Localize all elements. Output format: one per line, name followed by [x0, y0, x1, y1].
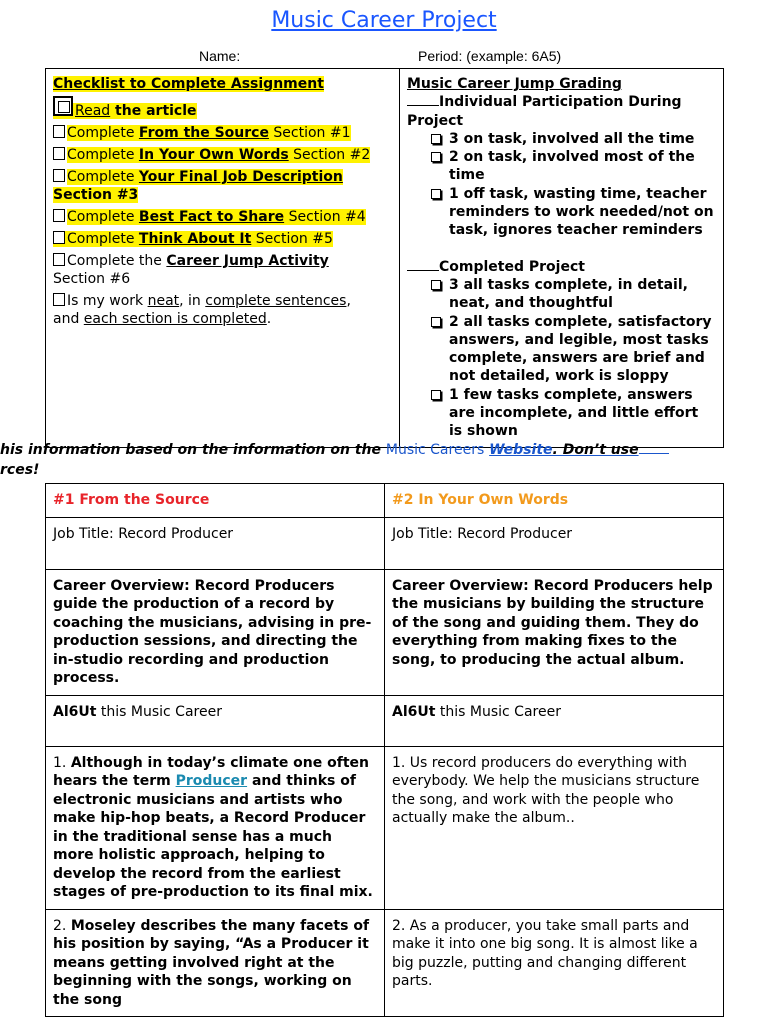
checkbox-item-4[interactable] — [53, 209, 65, 222]
checklist-item-2: Complete In Your Own Words Section #2 — [53, 146, 392, 164]
checkbox-icon — [431, 152, 441, 162]
fact-1-own: 1. Us record producers do everything with everybody. We help the musicians structure the song, and work with the people who actually make the album.. — [385, 746, 724, 909]
fact-2-own: 2. As a producer, you take small parts and make it into one big song. It is almost like a big puzzle, putting and changing different parts. — [385, 909, 724, 1017]
checklist-heading: Checklist to Complete Assignment — [53, 76, 324, 92]
think-about-it-link[interactable]: Think About It — [138, 231, 252, 247]
checkbox-icon — [431, 189, 441, 199]
completed-item: 2 all tasks complete, satisfactory answers, and legible, most tasks complete, answers are brief and not detailed, work is sloppy — [431, 313, 716, 386]
checkbox-read[interactable] — [53, 96, 73, 116]
page-title: Music Career Project — [271, 8, 497, 33]
col-header-own-words: #2 In Your Own Words — [385, 484, 724, 518]
final-job-description-link[interactable]: Your Final Job Description — [138, 169, 343, 185]
grading-cell — [400, 69, 724, 448]
about-career-own: Al6Ut this Music Career — [385, 695, 724, 746]
from-the-source-link[interactable]: From the Source — [138, 125, 269, 141]
checkbox-item-2[interactable] — [53, 147, 65, 160]
music-careers-text: Music Careers — [385, 442, 485, 458]
fact-1-source: 1. Although in today’s climate one often hears the term Producer and thinks of electronic musicians and artists who make hip-hop beats, a Record Producer in the traditional sense has a much more holistic approach, helping to develop the record from the earliest stages of pre-production to its final mix. — [46, 746, 385, 909]
about-career-source: Al6Ut this Music Career — [46, 695, 385, 746]
participation-item: 2 on task, involved most of the time — [431, 148, 716, 185]
grading-heading: Music Career Jump Grading — [407, 76, 622, 92]
job-title-own: Job Title: Record Producer — [385, 517, 724, 569]
read-rest: the article — [110, 103, 197, 119]
checklist-cell — [46, 69, 400, 448]
name-label: Name: — [199, 48, 241, 64]
read-link[interactable]: Read — [75, 103, 111, 119]
completed-heading: Completed Project — [407, 258, 716, 276]
research-table — [45, 483, 724, 1017]
checkbox-icon — [431, 280, 441, 290]
checklist-item-7: Is my work neat, in complete sentences, and each section is completed. — [53, 293, 351, 327]
col-header-from-source: #1 From the Source — [46, 484, 385, 518]
fact-2-source: 2. Moseley describes the many facets of his position by saying, “As a Producer it means getting involved right at the beginning with the songs, working on the song — [46, 909, 385, 1017]
checkbox-item-6[interactable] — [53, 253, 65, 266]
completed-item: 3 all tasks complete, in detail, neat, and thoughtful — [431, 276, 716, 313]
period-label: Period: (example: 6A5) — [418, 48, 562, 64]
checkbox-icon — [431, 317, 441, 327]
overview-source: Career Overview: Record Producers guide the production of a record by coaching the musicians, advising in pre-production sessions, and directing the in-studio recording and production process. — [46, 569, 385, 695]
producer-link[interactable]: Producer — [175, 773, 248, 789]
checkbox-icon — [431, 390, 441, 400]
checklist-item-1: Complete From the Source Section #1 — [53, 124, 392, 142]
participation-heading: Individual Participation During Project — [407, 94, 682, 129]
participation-item: 1 off task, wasting time, teacher reminders to work needed/not on task, ignores teacher reminders — [431, 185, 716, 240]
in-your-own-words-link[interactable]: In Your Own Words — [138, 147, 289, 163]
instruction-note: his information based on the information on the Music Careers Website. Don’t use rces! — [0, 440, 768, 480]
website-link[interactable]: Website — [489, 442, 553, 458]
completed-list — [431, 276, 716, 441]
checkbox-item-5[interactable] — [53, 231, 65, 244]
checkbox-icon — [431, 134, 441, 144]
best-fact-link[interactable]: Best Fact to Share — [138, 209, 285, 225]
career-jump-link[interactable]: Career Jump Activity — [166, 253, 329, 269]
checklist-item-6: Complete the Career Jump Activity Section #6 — [53, 253, 329, 287]
completed-item: 1 few tasks complete, answers are incomplete, and little effort is shown — [431, 386, 716, 441]
participation-item: 3 on task, involved all the time — [431, 130, 716, 148]
checklist-item-3: Complete Your Final Job Description Section #3 — [53, 169, 343, 203]
participation-list — [431, 130, 716, 240]
assignment-table — [45, 68, 724, 448]
checklist-item-5: Complete Think About It Section #5 — [53, 230, 392, 248]
overview-own: Career Overview: Record Producers help the musicians by building the structure of the song and guiding them. They do everything from making fixes to the song, to producing the actual album. — [385, 569, 724, 695]
job-title-source: Job Title: Record Producer — [46, 517, 385, 569]
checkbox-item-1[interactable] — [53, 125, 65, 138]
checkbox-item-3[interactable] — [53, 169, 65, 182]
checklist-item-4: Complete Best Fact to Share Section #4 — [53, 208, 392, 226]
checkbox-item-7[interactable] — [53, 293, 65, 306]
